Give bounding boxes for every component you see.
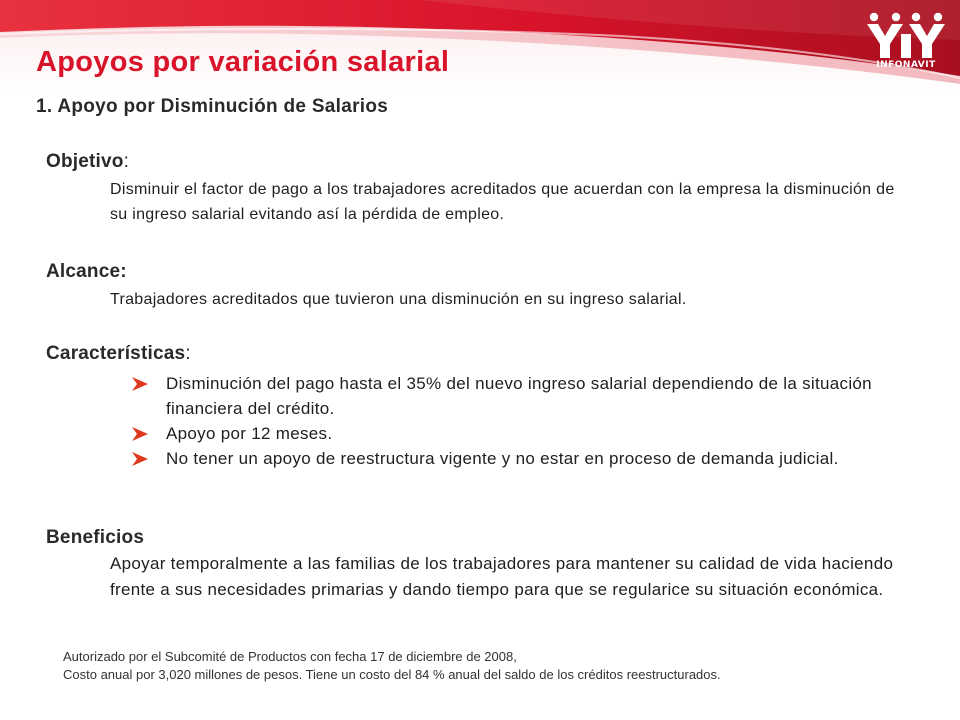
objetivo-text: Disminuir el factor de pago a los trabajadores acreditados que acuerdan con la empresa la disminución de su ingreso salarial evitando así la pérdida de empleo.	[110, 181, 895, 223]
caracteristicas-heading-colon: :	[185, 343, 191, 364]
list-item-text: No tener un apoyo de reestructura vigente y no estar en proceso de demanda judicial.	[166, 449, 839, 468]
beneficios-heading	[46, 527, 144, 549]
caracteristicas-heading	[46, 343, 191, 365]
beneficios-text: Apoyar temporalmente a las familias de los trabajadores para mantener su calidad de vida haciendo frente a sus necesidades primarias y dando tiempo para que se regularice su situación económica.	[110, 554, 894, 599]
footnote-line-1: Autorizado por el Subcomité de Productos con fecha 17 de diciembre de 2008,	[63, 649, 517, 664]
alcance-heading-label: Alcance:	[46, 261, 127, 282]
arrow-bullet-icon	[132, 377, 148, 391]
arrow-bullet-icon	[132, 452, 148, 466]
list-item	[132, 421, 892, 446]
logo-text: INFONAVIT	[876, 60, 936, 70]
objetivo-heading-label: Objetivo	[46, 151, 124, 172]
arrow-bullet-icon	[132, 427, 148, 441]
list-item-text: Disminución del pago hasta el 35% del nuevo ingreso salarial dependiendo de la situación financiera del crédito.	[166, 374, 872, 418]
page-title: Apoyos por variación salarial	[36, 46, 450, 78]
alcance-heading	[46, 261, 127, 283]
caracteristicas-heading-label: Características	[46, 343, 186, 364]
alcance-text: Trabajadores acreditados que tuvieron una disminución en su ingreso salarial.	[110, 291, 687, 308]
footnote-line-2: Costo anual por 3,020 millones de pesos. Tiene un costo del 84 % anual del saldo de los créditos reestructurados.	[63, 667, 721, 682]
page-subtitle: 1. Apoyo por Disminución de Salarios	[36, 96, 389, 117]
beneficios-heading-label: Beneficios	[46, 527, 145, 548]
caracteristicas-list	[132, 371, 892, 471]
objetivo-heading-colon: :	[123, 151, 130, 172]
list-item	[132, 371, 892, 421]
list-item-text: Apoyo por 12 meses.	[166, 424, 333, 443]
list-item	[132, 446, 892, 471]
footnote	[63, 648, 923, 684]
objetivo-heading	[46, 151, 129, 173]
